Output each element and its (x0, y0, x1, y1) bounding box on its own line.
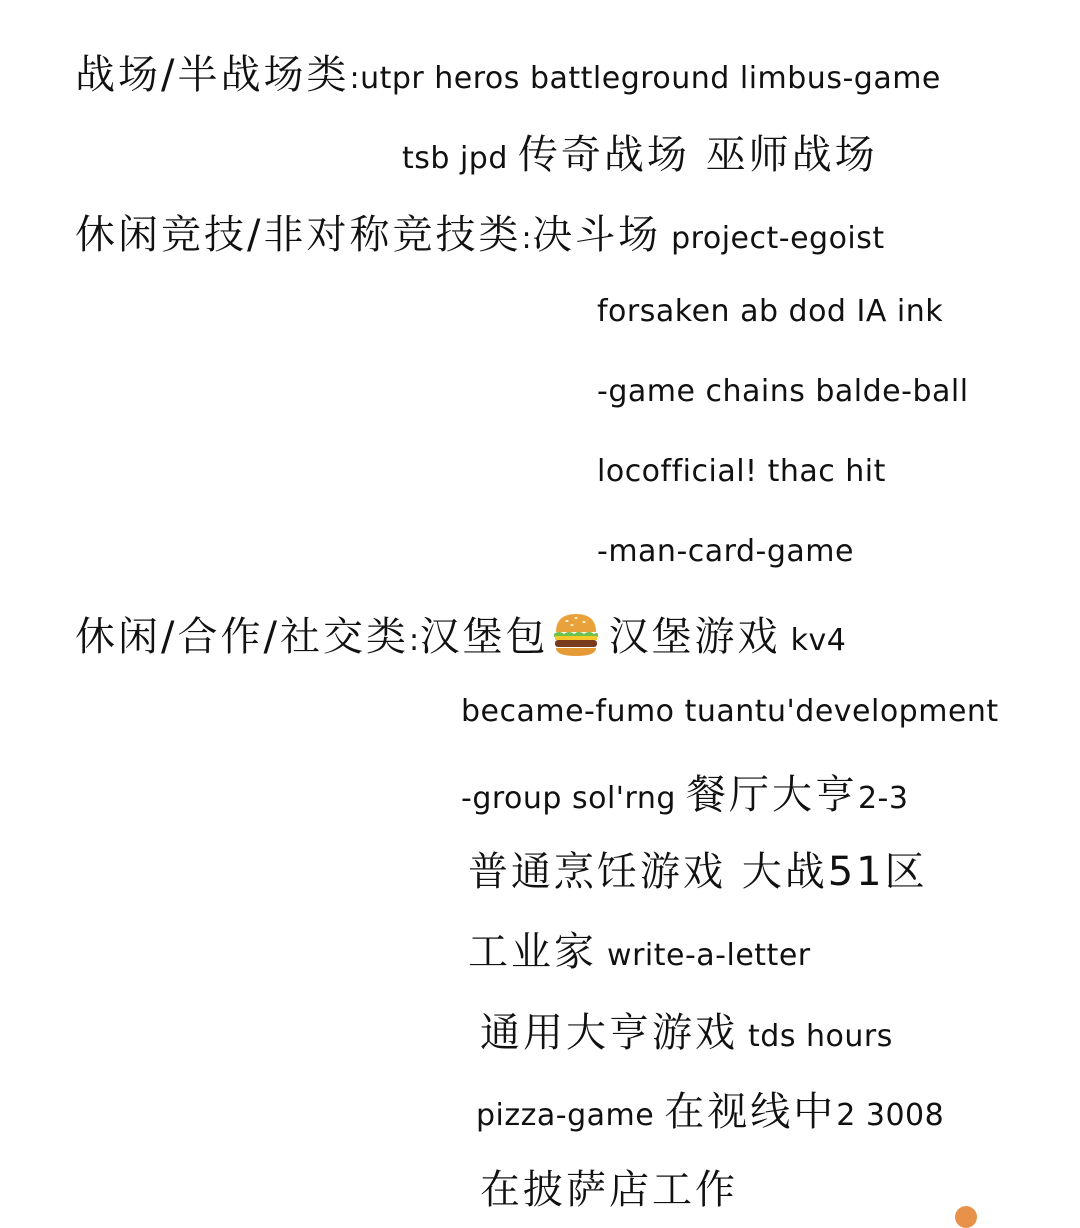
line-11 (468, 849, 928, 895)
game-list-text: 汉堡游戏 (608, 614, 781, 660)
line-15 (480, 1167, 738, 1213)
category-battlefield: 战场/半战场类 (75, 52, 350, 98)
game-list-text: 2-3 (857, 781, 909, 816)
line-5 (597, 374, 969, 409)
category-separator: : (408, 623, 420, 658)
category-competitive: 休闲竞技/非对称竞技类 (75, 212, 522, 258)
orange-dot-icon (955, 1206, 977, 1228)
game-list-text: 工业家 (468, 929, 597, 975)
line-10 (461, 772, 909, 818)
category-separator: : (349, 61, 361, 96)
game-list-text: -game chains balde-ball (597, 374, 969, 409)
game-list-text: 汉堡包 (419, 614, 549, 660)
game-list-text: tds hours (738, 1019, 893, 1054)
category-casual-social: 休闲/合作/社交类 (75, 614, 409, 660)
line-3 (75, 212, 885, 258)
game-list-text: kv4 (780, 623, 847, 658)
game-list-text: 决斗场 (532, 212, 662, 258)
line-14 (476, 1089, 945, 1135)
line-13 (480, 1010, 893, 1056)
game-list-text: 在视线中 (664, 1089, 837, 1135)
game-list-text: -group sol'rng (461, 781, 686, 816)
line-7 (597, 534, 854, 569)
category-separator: : (521, 221, 533, 256)
line-1 (75, 52, 941, 98)
line-2 (402, 132, 878, 178)
game-list-text: write-a-letter (597, 938, 811, 973)
game-list-text: 传奇战场 巫师战场 (517, 132, 878, 178)
game-list-text: 通用大亨游戏 (480, 1010, 738, 1056)
game-list-text: 餐厅大亨 (685, 772, 858, 818)
line-8 (75, 610, 846, 660)
game-list-text: forsaken ab dod IA ink (597, 294, 944, 329)
line-9 (461, 694, 999, 729)
game-list-text: utpr heros battleground limbus-game (360, 61, 941, 96)
game-list-text: 在披萨店工作 (480, 1167, 738, 1213)
line-12 (468, 929, 811, 975)
game-list-text: -man-card-game (597, 534, 854, 569)
game-list-text: became-fumo tuantu'development (461, 694, 999, 729)
game-list-text: 普通烹饪游戏 大战51区 (468, 849, 928, 895)
game-list-text: 2 3008 (836, 1098, 945, 1133)
game-list-text: project-egoist (661, 221, 885, 256)
line-4 (597, 294, 944, 329)
line-6 (597, 454, 886, 489)
game-list-text: pizza-game (476, 1098, 665, 1133)
game-list-text: tsb jpd (402, 141, 518, 176)
game-list-text: locofficial! thac hit (597, 454, 886, 489)
hamburger-icon (551, 610, 601, 660)
